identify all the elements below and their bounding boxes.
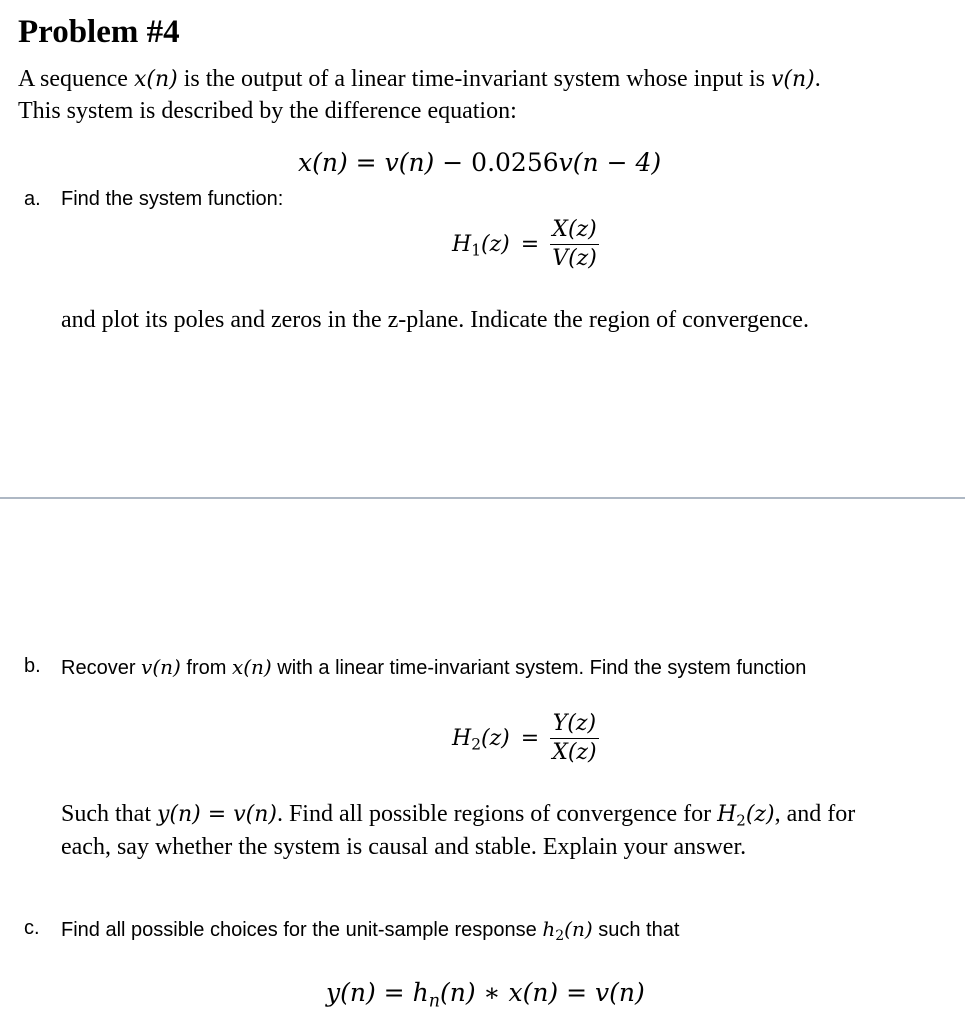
h2-fraction — [550, 710, 598, 766]
part-b-text: . Find all possible regions of convergence for — [276, 801, 718, 827]
part-c-label: c. — [24, 917, 40, 939]
part-a-followup: and plot its poles and zeros in the z-plane. Indicate the region of convergence. — [61, 307, 809, 333]
h1-equation — [452, 216, 599, 272]
math-v-n: v(n) — [233, 802, 277, 827]
part-b-followup-line-1 — [61, 801, 855, 828]
h2-subscript: 2 — [471, 735, 481, 754]
math-x-n: x(n) — [231, 655, 272, 679]
conv-equals: = — [558, 978, 596, 1007]
part-b-prompt — [61, 655, 806, 680]
part-b-text: , and for — [774, 801, 856, 827]
conv-h: h — [412, 978, 429, 1007]
part-a-label: a. — [24, 188, 41, 210]
h2-symbol: H — [452, 725, 472, 751]
h2-numerator: Y(z) — [552, 711, 597, 736]
h1-fraction — [550, 216, 599, 272]
math-h2-argument: (n) — [564, 917, 593, 941]
math-y-n: y(n) — [157, 802, 201, 827]
h2-denominator: X(z) — [552, 739, 597, 765]
intro-line-1 — [18, 66, 821, 93]
math-h2: h — [542, 917, 556, 941]
intro-text: . — [814, 66, 821, 92]
math-v-n: v(n) — [141, 655, 181, 679]
h2-equals: = — [520, 725, 540, 751]
eq-term-2: v(n − 4) — [558, 148, 662, 177]
h1-equals: = — [520, 231, 540, 257]
h2-argument: (z) — [480, 725, 510, 751]
part-b-text: from — [180, 657, 232, 679]
part-b-text: with a linear time-invariant system. Find the system function — [271, 657, 807, 679]
h1-symbol: H — [452, 231, 472, 257]
h1-numerator: X(z) — [552, 217, 597, 242]
math-h2-subscript: 2 — [736, 811, 746, 830]
conv-h-argument: (n) — [439, 978, 476, 1007]
part-b-text: Such that — [61, 801, 157, 827]
h1-argument: (z) — [480, 231, 510, 257]
convolution-equation — [326, 978, 645, 1012]
part-c-prompt — [61, 917, 680, 945]
conv-x-n: x(n) — [508, 978, 559, 1007]
conv-y-n: y(n) — [326, 978, 376, 1007]
intro-line-2: This system is described by the difference equation: — [18, 98, 517, 124]
part-b-text: Recover — [61, 657, 142, 679]
math-h2-argument: (z) — [745, 802, 775, 827]
intro-text: A sequence — [18, 66, 134, 92]
conv-v-n: v(n) — [595, 978, 645, 1007]
math-equals: = — [200, 802, 234, 827]
eq-sign: = — [355, 148, 377, 177]
eq-coefficient: 0.0256 — [471, 148, 559, 177]
math-x-n: x(n) — [133, 67, 178, 92]
part-c-text: Find all possible choices for the unit-sample response — [61, 919, 543, 941]
conv-h-subscript: n — [428, 991, 440, 1012]
eq-minus: − — [442, 148, 464, 177]
h1-subscript: 1 — [471, 241, 481, 260]
conv-star: ∗ — [475, 978, 509, 1007]
eq-lhs: x(n) — [298, 148, 348, 177]
intro-text: is the output of a linear time-invariant system whose input is — [177, 66, 771, 92]
part-b-followup-line-2: each, say whether the system is causal and stable. Explain your answer. — [61, 834, 747, 860]
math-h2: H — [717, 802, 737, 827]
conv-equals: = — [375, 978, 413, 1007]
math-h2-subscript: 2 — [555, 928, 565, 945]
page-title: Problem #4 — [18, 14, 180, 50]
h2-equation — [452, 710, 599, 766]
part-b-label: b. — [24, 655, 41, 677]
math-v-n: v(n) — [770, 67, 815, 92]
part-a-prompt: Find the system function: — [61, 188, 284, 210]
section-divider — [0, 497, 965, 499]
eq-term-1: v(n) — [384, 148, 435, 177]
h1-denominator: V(z) — [552, 245, 597, 271]
part-c-text: such that — [592, 919, 680, 941]
difference-equation — [298, 148, 661, 177]
